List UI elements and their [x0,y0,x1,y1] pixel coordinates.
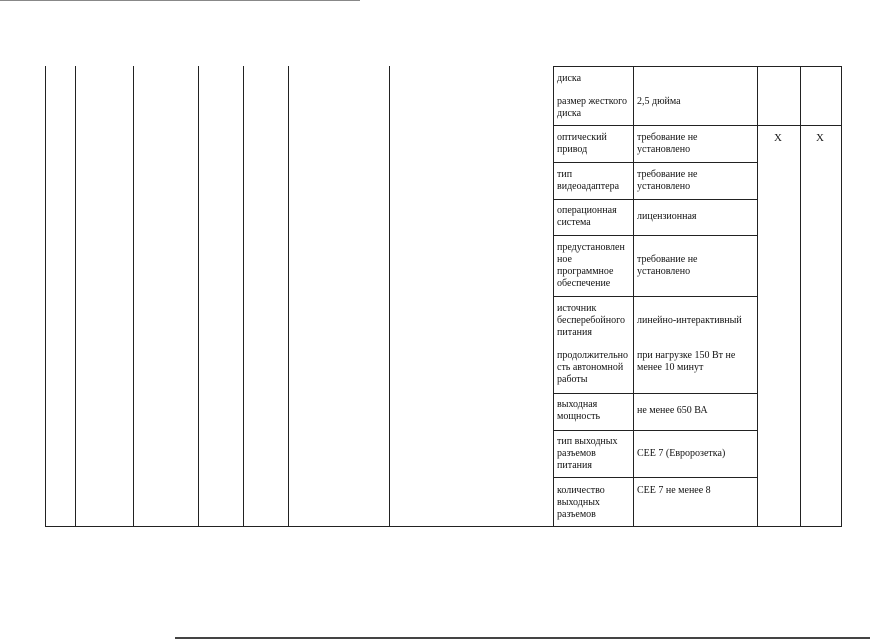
row-line [553,199,758,200]
param-cell: тип видеоадаптера [557,169,620,192]
column-line [133,66,134,527]
column-line [288,66,289,527]
param-cell: диска [557,73,582,84]
column-line [198,66,199,527]
value-cell: лицензионная [637,211,697,222]
table-bottom-border [45,526,842,527]
value-cell: требование не установлено [637,254,698,277]
value-cell: 2,5 дюйма [637,96,681,107]
compliance-mark: X [816,132,824,144]
scan-edge-top [0,0,360,1]
column-line [45,66,46,527]
value-cell: линейно-интерактивный [637,315,742,326]
column-line [800,66,801,527]
column-line [75,66,76,527]
value-cell: не менее 650 ВА [637,405,708,416]
row-line [553,477,758,478]
param-cell: оптический привод [557,132,607,155]
value-cell: при нагрузке 150 Вт не менее 10 минут [637,350,736,373]
row-line [553,430,758,431]
row-line [553,235,758,236]
value-cell: CEE 7 не менее 8 [637,485,711,496]
value-cell: CEE 7 (Евророзетка) [637,448,726,459]
row-line [553,296,758,297]
column-line [841,66,842,527]
row-line [553,393,758,394]
table-top-border [553,66,842,67]
value-cell: требование не установлено [637,132,698,155]
compliance-mark: X [774,132,782,144]
param-cell: предустановлен ное программное обеспечение [557,242,625,289]
scan-edge-bottom [175,637,870,639]
value-cell: требование не установлено [637,169,698,192]
param-cell: тип выходных разъемов питания [557,436,618,471]
param-cell: операционная система [557,205,617,228]
param-cell: количество выходных разъемов [557,485,605,520]
row-line [553,125,842,126]
param-cell: размер жесткого диска [557,96,627,119]
row-line [553,162,758,163]
column-line [389,66,390,527]
param-cell: продолжительно сть автономной работы [557,350,628,385]
column-line [243,66,244,527]
param-cell: выходная мощность [557,399,600,422]
param-cell: источник бесперебойного питания [557,303,625,338]
